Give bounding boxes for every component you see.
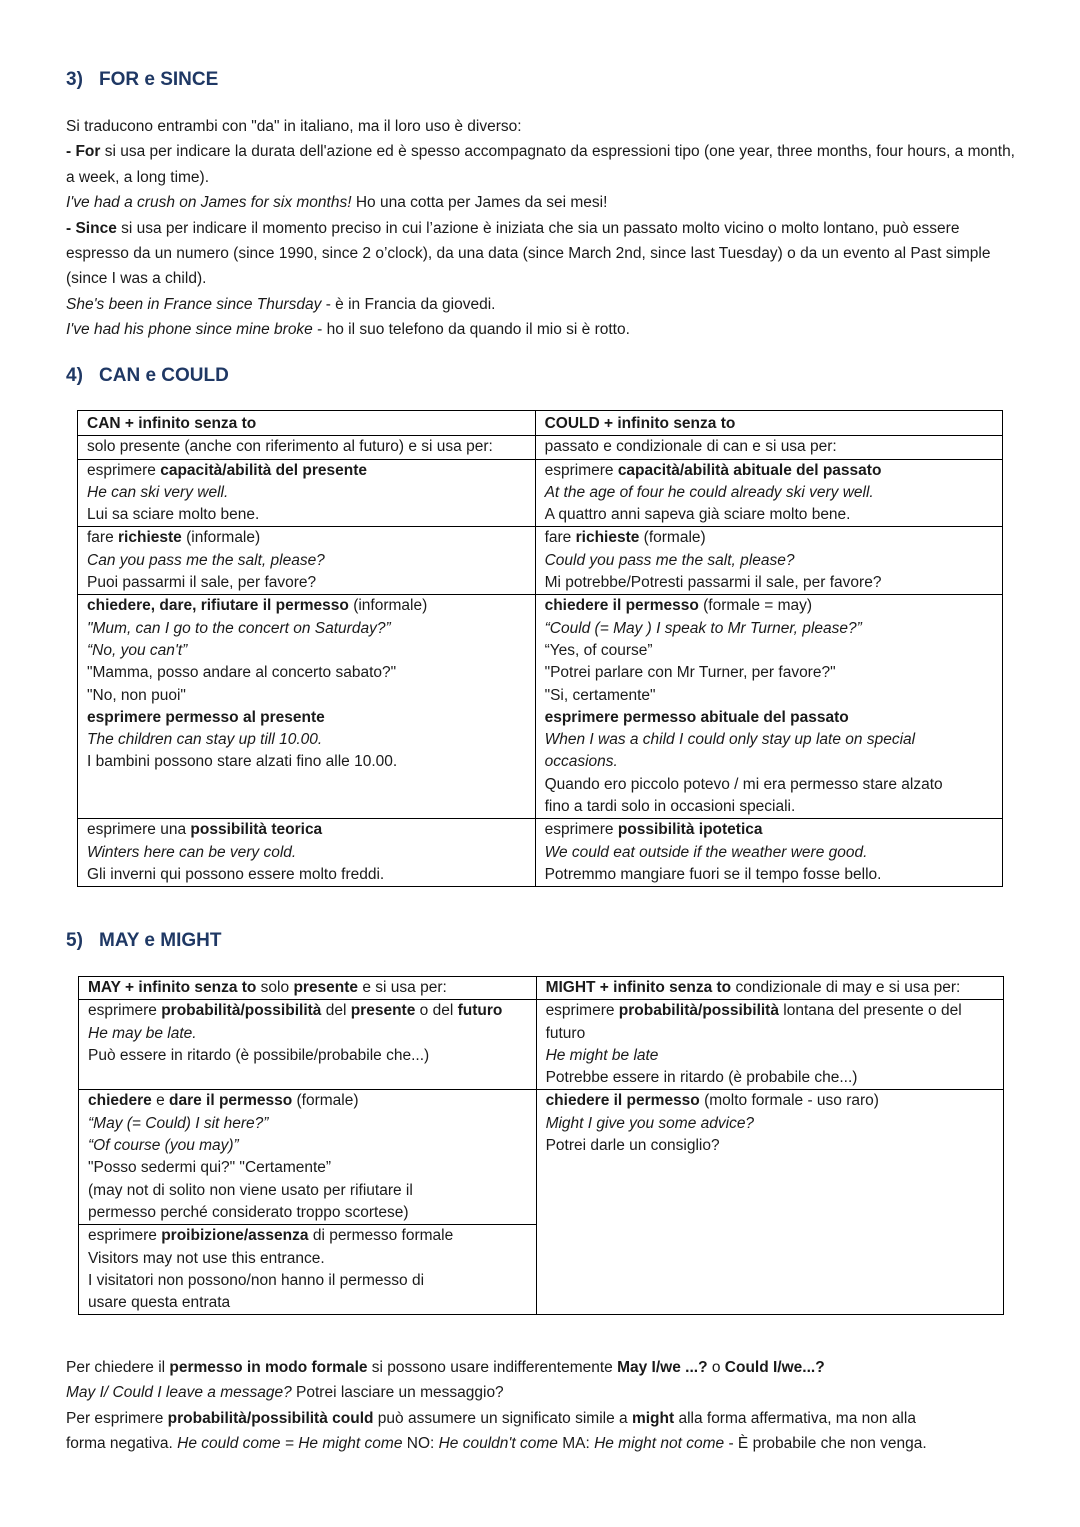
dash: - [66, 143, 76, 161]
section-3-body [66, 114, 1016, 343]
table-cell [535, 819, 1002, 887]
example-line [66, 190, 1016, 215]
use-title: esprimere permesso abituale del passato [544, 708, 849, 726]
example-english: “Could (= May ) I speak to Mr Turner, please?” [544, 619, 862, 637]
example-english: Might I give you some advice? [545, 1114, 755, 1132]
can-header-desc: solo presente (anche con riferimento al futuro) e si usa per: [87, 438, 493, 456]
section-title: CAN e COULD [99, 365, 229, 386]
usage-note: permesso perché considerato troppo scortese) [88, 1203, 409, 1221]
for-text: si usa per indicare la durata dell'azione ed è spesso accompagnato da espressioni tipo (one year, three months, four hours, a month, a week, a long time). [66, 143, 1015, 186]
table-row [78, 459, 1003, 527]
table-row [78, 819, 1003, 887]
example-translation: Mi potrebbe/Potresti passarmi il sale, per favore? [544, 574, 882, 592]
section-3-heading [66, 68, 218, 92]
use-title: esprimere proibizione/assenza di permesso formale [88, 1227, 454, 1245]
example-translation: Gli inverni qui possono essere molto freddi. [87, 865, 385, 883]
may-header-cell [79, 977, 537, 1000]
use-title: esprimere probabilità/possibilità del presente o del futuro [88, 1002, 503, 1020]
example-translation: "Mamma, posso andare al concerto sabato?" [87, 664, 397, 682]
section-title: FOR e SINCE [99, 69, 219, 90]
example-english: Could you pass me the salt, please? [544, 551, 795, 569]
example-english: Can you pass me the salt, please? [87, 551, 325, 569]
use-title: fare richieste (formale) [544, 529, 706, 547]
example-english: He can ski very well. [87, 483, 229, 501]
closing-notes [66, 1355, 1026, 1457]
for-paragraph [66, 139, 1016, 190]
may-header: MAY + infinito senza to solo presente e si usa per: [88, 979, 447, 996]
can-header-title: CAN + infinito senza to [87, 415, 257, 432]
table-row [78, 595, 1003, 819]
table-cell [79, 1225, 537, 1315]
intro-line: Si traducono entrambi con "da" in italiano, ma il loro uso è diverso: [66, 118, 522, 135]
example-translation: I bambini possono stare alzati fino alle 10.00. [87, 753, 398, 771]
table-cell [536, 1090, 1003, 1315]
example-english: Winters here can be very cold. [87, 843, 297, 861]
table-row [78, 436, 1003, 459]
note-line: Per chiedere il permesso in modo formale si possono usare indifferentemente May I/we ...? o Could I/we...? [66, 1359, 825, 1376]
could-header-desc: passato e condizionale di can e si usa per: [544, 438, 837, 456]
example-english: He might be late [545, 1046, 659, 1064]
example-english: He may be late. [88, 1024, 197, 1042]
for-keyword: For [75, 143, 101, 161]
example-translation: Potrei darle un consiglio? [545, 1137, 720, 1155]
example-english: The children can stay up till 10.00. [87, 731, 323, 749]
use-title: esprimere possibilità ipotetica [544, 821, 763, 839]
use-title: esprimere probabilità/possibilità lontana del presente o del [545, 1002, 962, 1020]
table-cell [535, 436, 1002, 459]
use-title: chiedere, dare, rifiutare il permesso (informale) [87, 597, 428, 615]
might-header: MIGHT + infinito senza to condizionale di may e si usa per: [545, 979, 961, 996]
could-header-title: COULD + infinito senza to [544, 415, 736, 432]
since-paragraph [66, 216, 1016, 292]
example-english: “May (= Could) I sit here?” [88, 1114, 269, 1132]
example-english: She's been in France since Thursday [66, 295, 322, 313]
example-english: “No, you can't” [87, 641, 188, 659]
usage-note: (may not di solito non viene usato per rifiutare il [88, 1181, 413, 1199]
example-translation: Potremmo mangiare fuori se il tempo fosse bello. [544, 865, 882, 883]
example-english: “Yes, of course” [544, 641, 653, 659]
table-cell [78, 459, 536, 527]
table-cell [79, 1000, 537, 1090]
example-translation: "Potrei parlare con Mr Turner, per favore?" [544, 664, 836, 682]
example-translation: usare questa entrata [88, 1294, 231, 1312]
example-translation: - ho il suo telefono da quando il mio si è rotto. [312, 321, 630, 339]
example-translation: "Posso sedermi qui?" "Certamente” [88, 1159, 332, 1177]
example-translation: "No, non puoi" [87, 686, 186, 704]
example-english: Visitors may not use this entrance. [88, 1249, 325, 1267]
table-row [78, 411, 1003, 436]
example-english: We could eat outside if the weather were good. [544, 843, 868, 861]
note-line: forma negativa. He could come = He might come NO: He couldn't come MA: He might not come - È probabile che non venga. [66, 1435, 927, 1453]
section-number: 5) [66, 930, 83, 951]
example-translation: A quattro anni sapeva già sciare molto bene. [544, 506, 851, 524]
example-line [66, 317, 1016, 342]
example-english: "Mum, can I go to the concert on Saturday?” [87, 619, 391, 637]
table-cell [79, 1090, 537, 1225]
example-english: At the age of four he could already ski very well. [544, 483, 874, 501]
example-english: When I was a child I could only stay up late on special [544, 731, 916, 749]
table-row [79, 1090, 1004, 1225]
section-5-heading [66, 929, 221, 953]
example-translation: I visitatori non possono/non hanno il permesso di [88, 1271, 425, 1289]
example-translation: fino a tardi solo in occasioni speciali. [544, 798, 796, 816]
use-title: fare richieste (informale) [87, 529, 261, 547]
example-english: “Of course (you may)” [88, 1137, 239, 1155]
example-english: I've had his phone since mine broke [66, 321, 313, 339]
example-translation: Ho una cotta per James da sei mesi! [351, 194, 608, 212]
since-keyword: Since [75, 219, 117, 237]
table-cell [78, 595, 536, 819]
can-header-cell [78, 411, 536, 436]
note-line: Per esprimere probabilità/possibilità could può assumere un significato simile a might alla forma affermativa, ma non alla [66, 1409, 916, 1427]
table-cell [78, 436, 536, 459]
use-title: chiedere il permesso (molto formale - uso raro) [545, 1092, 879, 1110]
table-cell [78, 819, 536, 887]
table-cell [535, 595, 1002, 819]
example-translation: - è in Francia da giovedi. [321, 295, 496, 313]
dash: - [66, 219, 76, 237]
could-header-cell [535, 411, 1002, 436]
section-title: MAY e MIGHT [99, 930, 222, 951]
example-translation: Lui sa sciare molto bene. [87, 506, 260, 524]
note-line: May I/ Could I leave a message? Potrei lasciare un messaggio? [66, 1384, 504, 1402]
might-header-cell [536, 977, 1003, 1000]
section-number: 4) [66, 365, 83, 386]
example-english: I've had a crush on James for six months! [66, 194, 352, 212]
table-row [78, 527, 1003, 595]
use-title: esprimere permesso al presente [87, 708, 325, 726]
example-translation: Potrebbe essere in ritardo (è probabile che...) [545, 1069, 858, 1087]
use-title-cont: futuro [545, 1024, 586, 1042]
can-could-table [77, 410, 1003, 887]
table-cell [535, 459, 1002, 527]
section-4-heading [66, 364, 229, 388]
may-might-table [78, 976, 1004, 1315]
table-row [79, 977, 1004, 1000]
since-text: si usa per indicare il momento preciso in cui l’azione è iniziata che sia un passato molto vicino o molto lontano, può essere espresso da un numero (since 1990, since 2 o’clock), da una data (since March 2nd, since last Tuesday) o da un evento al Past simple (since I was a child). [66, 219, 991, 288]
table-cell [536, 1000, 1003, 1090]
example-translation: Puoi passarmi il sale, per favore? [87, 574, 317, 592]
table-row [79, 1000, 1004, 1090]
table-cell [78, 527, 536, 595]
use-title: esprimere capacità/abilità abituale del passato [544, 461, 882, 479]
example-translation: Quando ero piccolo potevo / mi era permesso stare alzato [544, 775, 943, 793]
example-translation: "Si, certamente" [544, 686, 656, 704]
table-cell [535, 527, 1002, 595]
example-line [66, 292, 1016, 317]
example-english: occasions. [544, 753, 618, 771]
example-translation: Può essere in ritardo (è possibile/probabile che...) [88, 1046, 430, 1064]
section-number: 3) [66, 69, 83, 90]
use-title: chiedere e dare il permesso (formale) [88, 1092, 359, 1110]
use-title: esprimere capacità/abilità del presente [87, 461, 367, 479]
use-title: chiedere il permesso (formale = may) [544, 597, 813, 615]
use-title: esprimere una possibilità teorica [87, 821, 323, 839]
